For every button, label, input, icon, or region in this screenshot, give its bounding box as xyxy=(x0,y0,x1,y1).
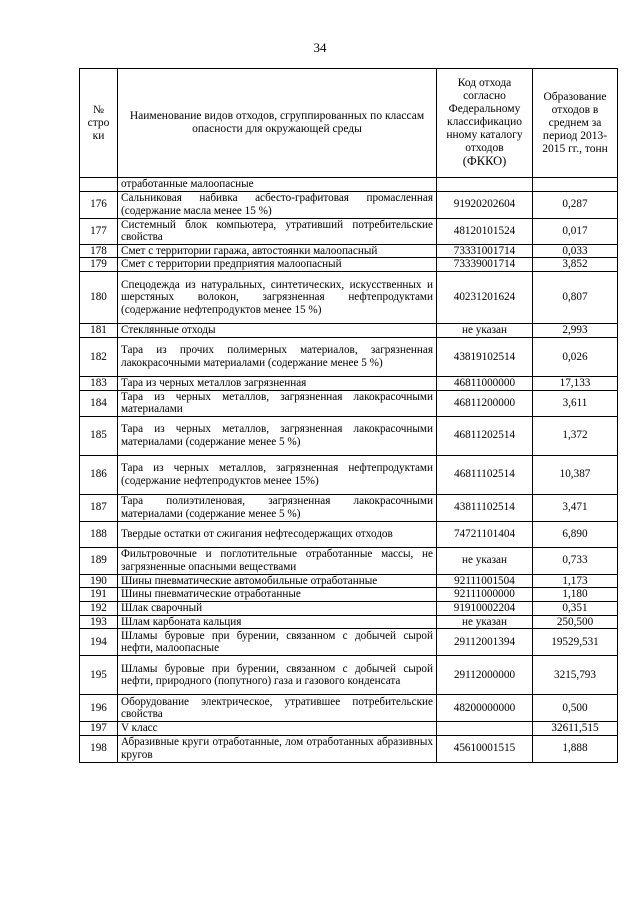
table-row xyxy=(80,390,618,416)
fkko-code-cell: 46811102514 xyxy=(437,455,533,494)
row-number-cell: 185 xyxy=(80,416,118,455)
row-number-cell: 180 xyxy=(80,271,118,323)
fkko-code-cell: 40231201624 xyxy=(437,271,533,323)
amount-cell: 10,387 xyxy=(533,455,618,494)
table-row xyxy=(80,656,618,695)
fkko-code-cell xyxy=(437,722,533,736)
amount-cell: 3,611 xyxy=(533,390,618,416)
fkko-code-cell: 91920202604 xyxy=(437,191,533,218)
fkko-code-cell: 46811202514 xyxy=(437,416,533,455)
amount-cell: 3,852 xyxy=(533,258,618,272)
row-number-cell: 194 xyxy=(80,629,118,656)
amount-cell: 250,500 xyxy=(533,615,618,629)
waste-name-cell: Абразивные круги отработанные, лом отработанных абразивных кругов xyxy=(118,735,437,762)
fkko-code-cell: 73339001714 xyxy=(437,258,533,272)
fkko-code-cell: 29112001394 xyxy=(437,629,533,656)
waste-name-cell: Сальниковая набивка асбесто-графитовая промасленная (содержание масла менее 15 %) xyxy=(118,191,437,218)
waste-name-cell: Шламы буровые при бурении, связанном с добычей сырой нефти, малоопасные xyxy=(118,629,437,656)
amount-cell: 0,026 xyxy=(533,337,618,376)
fkko-code-cell: 46811200000 xyxy=(437,390,533,416)
waste-name-cell: Твердые остатки от сжигания нефтесодержащих отходов xyxy=(118,521,437,547)
header-fkko-code-text: Код отхода согласно Федеральному классификацио нному каталогу отходов xyxy=(446,77,523,154)
row-number-cell: 188 xyxy=(80,521,118,547)
fkko-code-cell: 48120101524 xyxy=(437,218,533,244)
row-number-cell: 182 xyxy=(80,337,118,376)
waste-name-cell: Шины пневматические отработанные xyxy=(118,588,437,602)
amount-cell: 32611,515 xyxy=(533,722,618,736)
amount-cell: 3,471 xyxy=(533,494,618,521)
waste-name-cell: Тара из черных металлов, загрязненная лакокрасочными материалами (содержание менее 5 %) xyxy=(118,416,437,455)
amount-cell: 0,733 xyxy=(533,547,618,574)
table-row xyxy=(80,574,618,588)
amount-cell xyxy=(533,178,618,192)
fkko-code-cell: 73331001714 xyxy=(437,244,533,258)
waste-name-cell: Смет с территории гаража, автостоянки малоопасный xyxy=(118,244,437,258)
continuation-text: отработанные малоопасные xyxy=(118,178,437,192)
table-body xyxy=(80,178,618,763)
amount-cell: 1,180 xyxy=(533,588,618,602)
waste-name-cell: Системный блок компьютера, утративший потребительские свойства xyxy=(118,218,437,244)
table-row xyxy=(80,588,618,602)
waste-name-cell: Шины пневматические автомобильные отработанные xyxy=(118,574,437,588)
amount-cell: 0,807 xyxy=(533,271,618,323)
table-row xyxy=(80,601,618,615)
fkko-code-cell: 91910002204 xyxy=(437,601,533,615)
table-row-continuation xyxy=(80,178,618,192)
row-number-cell: 192 xyxy=(80,601,118,615)
row-number-cell: 196 xyxy=(80,695,118,722)
row-number-cell: 184 xyxy=(80,390,118,416)
table-row xyxy=(80,615,618,629)
amount-cell: 0,351 xyxy=(533,601,618,615)
waste-name-cell: Тара из черных металлов загрязненная xyxy=(118,376,437,390)
fkko-code-cell: 92111000000 xyxy=(437,588,533,602)
row-number-cell: 193 xyxy=(80,615,118,629)
row-number-cell: 187 xyxy=(80,494,118,521)
waste-name-cell: Тара из черных металлов, загрязненная нефтепродуктами (содержание нефтепродуктов менее 15%) xyxy=(118,455,437,494)
page-number: 34 xyxy=(313,40,327,55)
row-number-cell: 197 xyxy=(80,722,118,736)
waste-name-cell: Тара из черных металлов, загрязненная лакокрасочными материалами xyxy=(118,390,437,416)
waste-name-cell: Шлак сварочный xyxy=(118,601,437,615)
row-number-cell: 179 xyxy=(80,258,118,272)
amount-cell: 19529,531 xyxy=(533,629,618,656)
waste-name-cell: Тара из прочих полимерных материалов, загрязненная лакокрасочными материалами (содержание менее 5 %) xyxy=(118,337,437,376)
amount-cell: 3215,793 xyxy=(533,656,618,695)
fkko-code-cell: 92111001504 xyxy=(437,574,533,588)
waste-name-cell: Смет с территории предприятия малоопасный xyxy=(118,258,437,272)
table-row xyxy=(80,455,618,494)
table-row xyxy=(80,416,618,455)
waste-name-cell: Тара полиэтиленовая, загрязненная лакокрасочными материалами (содержание менее 5 %) xyxy=(118,494,437,521)
fkko-code-cell: 43811102514 xyxy=(437,494,533,521)
header-fkko-code xyxy=(437,69,533,178)
row-number-cell xyxy=(80,178,118,192)
row-number-cell: 190 xyxy=(80,574,118,588)
amount-cell: 0,287 xyxy=(533,191,618,218)
row-number-cell: 191 xyxy=(80,588,118,602)
row-number-cell: 183 xyxy=(80,376,118,390)
header-waste-name: Наименование видов отходов, сгруппированных по классам опасности для окружающей среды xyxy=(118,69,437,178)
table-row xyxy=(80,376,618,390)
row-number-cell: 186 xyxy=(80,455,118,494)
amount-cell: 1,173 xyxy=(533,574,618,588)
waste-name-cell: Фильтровочные и поглотительные отработанные массы, не загрязненные опасными веществами xyxy=(118,547,437,574)
amount-cell: 2,993 xyxy=(533,323,618,337)
waste-name-cell: Стеклянные отходы xyxy=(118,323,437,337)
amount-cell: 1,888 xyxy=(533,735,618,762)
table-row xyxy=(80,244,618,258)
table-row xyxy=(80,735,618,762)
row-number-cell: 181 xyxy=(80,323,118,337)
table-header-row xyxy=(80,69,618,178)
amount-cell: 17,133 xyxy=(533,376,618,390)
table-row xyxy=(80,337,618,376)
code-cell xyxy=(437,178,533,192)
row-number-cell: 177 xyxy=(80,218,118,244)
amount-cell: 6,890 xyxy=(533,521,618,547)
waste-name-cell: Шлам карбоната кальция xyxy=(118,615,437,629)
header-row-number: № стро ки xyxy=(80,69,118,178)
table-row xyxy=(80,521,618,547)
row-number-cell: 178 xyxy=(80,244,118,258)
fkko-code-cell: 46811000000 xyxy=(437,376,533,390)
row-number-cell: 198 xyxy=(80,735,118,762)
row-number-cell: 195 xyxy=(80,656,118,695)
amount-cell: 0,017 xyxy=(533,218,618,244)
fkko-code-cell: не указан xyxy=(437,615,533,629)
row-number-cell: 176 xyxy=(80,191,118,218)
table-row xyxy=(80,271,618,323)
table-row xyxy=(80,494,618,521)
fkko-code-cell: 29112000000 xyxy=(437,656,533,695)
table-row xyxy=(80,629,618,656)
header-amount: Образование отходов в среднем за период 2013-2015 гг., тонн xyxy=(533,69,618,178)
row-number-cell: 189 xyxy=(80,547,118,574)
waste-name-cell: Оборудование электрическое, утратившее потребительские свойства xyxy=(118,695,437,722)
fkko-code-cell: не указан xyxy=(437,323,533,337)
table-row xyxy=(80,695,618,722)
waste-name-cell: V класс xyxy=(118,722,437,736)
header-fkko-abbr: (ФККО) xyxy=(462,154,507,168)
fkko-code-cell: 45610001515 xyxy=(437,735,533,762)
amount-cell: 0,033 xyxy=(533,244,618,258)
table-row xyxy=(80,722,618,736)
fkko-code-cell: 43819102514 xyxy=(437,337,533,376)
waste-name-cell: Шламы буровые при бурении, связанном с добычей сырой нефти, природного (попутного) газа и газового конденсата xyxy=(118,656,437,695)
table-row xyxy=(80,191,618,218)
fkko-code-cell: 48200000000 xyxy=(437,695,533,722)
waste-table xyxy=(79,68,618,763)
table-row xyxy=(80,323,618,337)
table-row xyxy=(80,218,618,244)
table-row xyxy=(80,258,618,272)
fkko-code-cell: 74721101404 xyxy=(437,521,533,547)
amount-cell: 1,372 xyxy=(533,416,618,455)
fkko-code-cell: не указан xyxy=(437,547,533,574)
amount-cell: 0,500 xyxy=(533,695,618,722)
table-row xyxy=(80,547,618,574)
waste-name-cell: Спецодежда из натуральных, синтетических, искусственных и шерстяных волокон, загрязненная нефтепродуктами (содержание нефтепродуктов менее 15 %) xyxy=(118,271,437,323)
